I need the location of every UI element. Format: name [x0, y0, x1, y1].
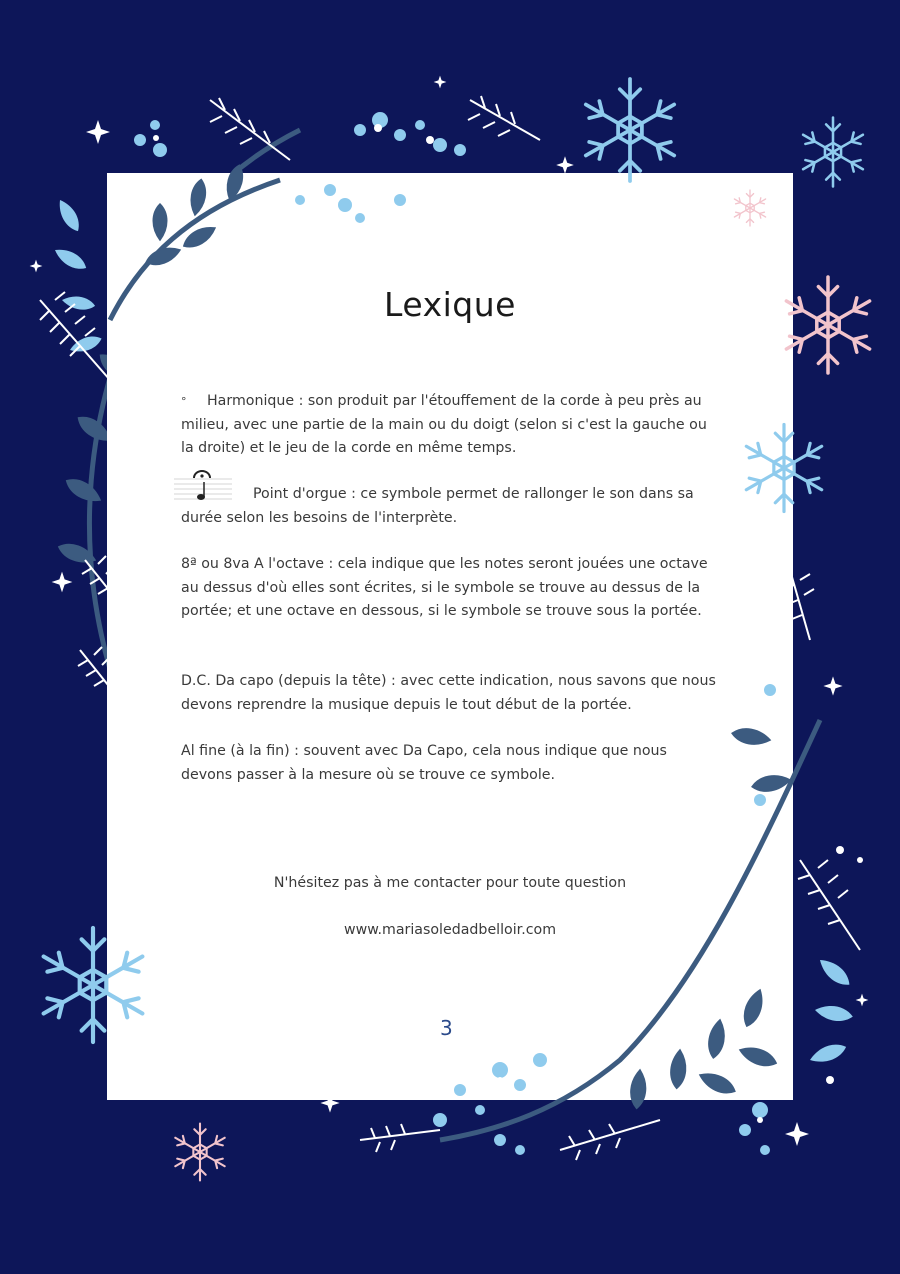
snowflake-icon: [803, 118, 863, 187]
entry-text: Point d'orgue : ce symbole permet de rallonger le son dans sa durée selon les besoins de l'interprète.: [181, 486, 694, 526]
snowflake-icon: [586, 79, 674, 181]
entry-octave: 8ª ou 8va A l'octave : cela indique que les notes seront jouées une octave au dessus d'où elles sont écrites, si le symbole se trouve au dessus de la portée; et une octave en dessous, si le symbole se trouve sous la portée.: [181, 556, 708, 619]
snowflake-icon: [175, 1124, 224, 1181]
snowflake-icon: [44, 928, 143, 1042]
bottom-white-ferns: [360, 570, 860, 1160]
snowflake-icon: [734, 190, 765, 226]
bullet-marker: °: [181, 395, 187, 408]
entry-da-capo: D.C. Da capo (depuis la tête) : avec cette indication, nous savons que nous devons reprendre la musique depuis le tout début de la portée.: [181, 673, 716, 713]
website-link[interactable]: www.mariasoledadbelloir.com: [343, 922, 557, 938]
page-number: 3: [440, 1016, 453, 1040]
page-title: Lexique: [384, 285, 516, 324]
top-left-branch: [110, 163, 280, 320]
entry-al-fine: Al fine (à la fin) : souvent avec Da Capo, cela nous indique que nous devons passer à la mesure où se trouve ce symbole.: [181, 743, 667, 783]
left-fern-fg: [82, 556, 125, 610]
star-icons: [30, 76, 869, 1146]
top-left-dots: [295, 184, 406, 223]
entry-text: Harmonique : son produit par l'étouffement de la corde à peu près au milieu, avec une partie de la main ou du doigt (selon si c'est la gauche ou la droite) et le jeu de la corde en même temps.: [181, 393, 707, 456]
contact-line: N'hésitez pas à me contacter pour toute question: [273, 875, 627, 891]
snowflake-icon: [786, 277, 869, 373]
snowflake-icon: [746, 425, 821, 512]
